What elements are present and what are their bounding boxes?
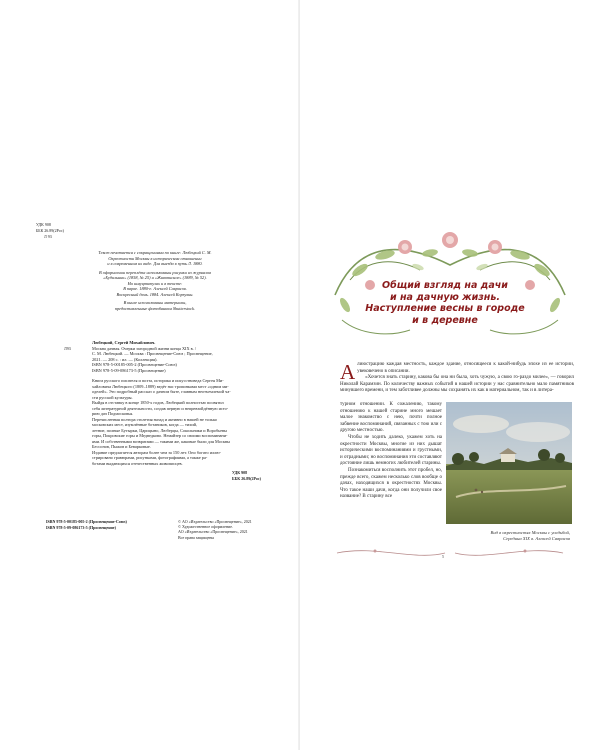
- heading-line: Общий взгляд на дачи: [382, 280, 508, 291]
- annotation: [92, 378, 287, 466]
- author-name: Любецкий, Сергей Михайлович.: [92, 340, 156, 345]
- annotation-line: хайловича Любецкого (1809–1889) ведёт нас тропинками мест «одним ми-: [92, 383, 229, 389]
- bbk-code: ББК 26.89(2Рос): [36, 228, 64, 233]
- copyright-line: АО «Издательство «Просвещение», 2021: [178, 529, 248, 535]
- bibliographic-record: [92, 340, 282, 373]
- source-line: «Будильник» (1858, № 25) и «Живописное» (1889, № 52).: [103, 275, 207, 280]
- copyright-line: © АО «Издательство «Просвещение», 2021: [178, 519, 252, 524]
- paragraph-4: Познакомиться восполнить этот пробел, но, прежде всего, скажем несколько слов вообще о дачах, находящихся в окрестностях Москвы. Что такое наши дачи, когда они получили свое название? В старину все: [340, 467, 442, 500]
- source-line: В книге использованы материалы,: [123, 300, 187, 305]
- annotation-line: сти русской культуры.: [92, 394, 133, 400]
- annotation-line: рию дач Подмосковья.: [92, 411, 134, 416]
- source-note: [40, 250, 270, 311]
- isbn-2: ISBN 978-5-09-086173-5 (Просвещение): [46, 525, 116, 530]
- bib-line: С. М. Любецкий. — Москва : Просвещение-Союз ; Просвещение,: [92, 351, 213, 356]
- annotation-line: стрировано гравюрами, рисунками, фотографиями, а также ра-: [92, 455, 208, 460]
- heading-line: и на дачную жизнь.: [390, 291, 500, 303]
- source-line: На шмуцтитулах и в тексте:: [127, 280, 183, 286]
- source-line: и в современном их виде. Для выезда в путь Л. 1880.: [107, 261, 203, 266]
- bib-line: Москва дачная. Очерки загородной жизни конца XIX в. /: [92, 345, 197, 351]
- isbn-1: ISBN 978-5-00185-005-2 (Просвещение-Союз): [46, 519, 127, 524]
- annotation-line: горы, Покровские горы и Медведково. Немайзер со своими воспоминани-: [92, 433, 228, 438]
- body-text-column: [340, 402, 442, 501]
- footer-ornament: [335, 541, 565, 566]
- source-line: В парке. 1880-е. Алексей Саврасов.: [123, 286, 187, 291]
- annotation-line: Бессонов, Пыжов и Беварковые.: [92, 444, 151, 449]
- chapter-heading: [345, 280, 545, 326]
- annotation-line: себя литературной деятельности, создав первую и непревзойдённую исто-: [92, 405, 229, 411]
- annotation-line: Перечисленная полтора столетия назад и активно в нашей не только: [92, 416, 217, 422]
- copyright-line: © Художественное оформление.: [178, 524, 234, 530]
- bib-line: ISBN 978-5-00185-005-2 (Просвещение-Союз): [92, 362, 177, 367]
- heading-line: и в деревне: [412, 314, 478, 326]
- annotation-line: оделей». Это подробный рассказ о дачном быте, главным неотъемлемой ча-: [92, 389, 231, 394]
- annotation-line: Выйдя в отставку в конце 1850-х годов, Любецкий полностью посвятил: [92, 400, 224, 405]
- udk-code: УДК 908: [36, 222, 51, 227]
- caption-line: Вид в окрестностях Москвы с усадьбой,: [490, 530, 570, 535]
- paragraph-2: «Хочется знать старину, какова бы она ни была, хоть чужую, а свою го-раздо милее», — говорил Николай Карамзин. По количеству важных событий в нашей истории у нас сравнительно мало памятников минувшего времени, и тем заботливее должны мы сохранять их как в материальном, так и в литера-: [340, 375, 574, 394]
- catalog-code: Л93: [64, 346, 71, 351]
- annotation-line: ботами выдающихся отечественных живописцев.: [92, 460, 183, 466]
- annotation-line: летние, полные Бутырки, Царицыно, Люберцы, Сокольники и Воробьевы: [92, 427, 227, 433]
- annotation-line: Издание предлагается авторам более чем за 150 лет. Оно богато иллю-: [92, 449, 221, 455]
- source-line: Окрестности Москвы в историческом отношении: [108, 255, 202, 261]
- paragraph-1: лиюстрацию каждая местность, каждое здание, относящееся к какой-нибудь эпохе из ее истории, увековечено в описании.: [357, 362, 574, 374]
- body-text-top: [340, 362, 574, 395]
- annotation-line: ями. И собственными возвратами — такими же, каковые были для Москвы: [92, 438, 230, 444]
- author-mark: Л 93: [44, 234, 52, 239]
- annotation-line: московских мест, изумлённые ботаников, когда — тихий,: [92, 422, 198, 427]
- source-line: В оформлении переплёта использованы рисунки из журналов: [99, 269, 211, 275]
- heading-line: Наступление весны в городе: [365, 303, 525, 314]
- landscape-painting: [446, 402, 572, 524]
- bib-line: ISBN 978-5-09-086173-5 (Просвещение): [92, 367, 166, 373]
- bib-line: 2021. — 208 с. : ил. — (Коллекция).: [92, 356, 158, 362]
- udk-code-bottom: УДК 908: [232, 470, 248, 475]
- bbk-code-bottom: ББК 26.89(2Рос): [232, 476, 261, 481]
- page-number: 5: [442, 554, 444, 559]
- source-line: предоставленные фотобанком Shutterstock.: [114, 305, 196, 311]
- copyright-block: [178, 519, 288, 540]
- annotation-line: Книга русского писателя и поэта, историка и искусствоведа Сергея Ми-: [92, 378, 224, 383]
- drop-cap: А: [340, 360, 356, 384]
- paragraph-2-cont: турном отношении. К сожалению, такому отношению к нашей старине много мешает малое знакомство с нею, почти полное забвение воспоминаний, связанных с тою или с другою местностью.: [340, 402, 442, 434]
- source-line: Текст печатается с сокращениями по книге: Любецкий С. М.: [98, 250, 212, 255]
- source-line: Воскресный день. 1884. Алексей Корзухин.: [116, 291, 194, 297]
- copyright-line: Все права защищены: [178, 534, 215, 540]
- paragraph-3: Чтобы не ходить далеко, укажем хоть на окрестности Москвы, многие из них дышат историческими воспоминаниями и грустными, и отрадными; но воспоминания эти составляют достояние лишь немногих любителей старины.: [340, 434, 442, 467]
- caption-line: Середина XIX в. Алексей Саврасов: [503, 536, 570, 541]
